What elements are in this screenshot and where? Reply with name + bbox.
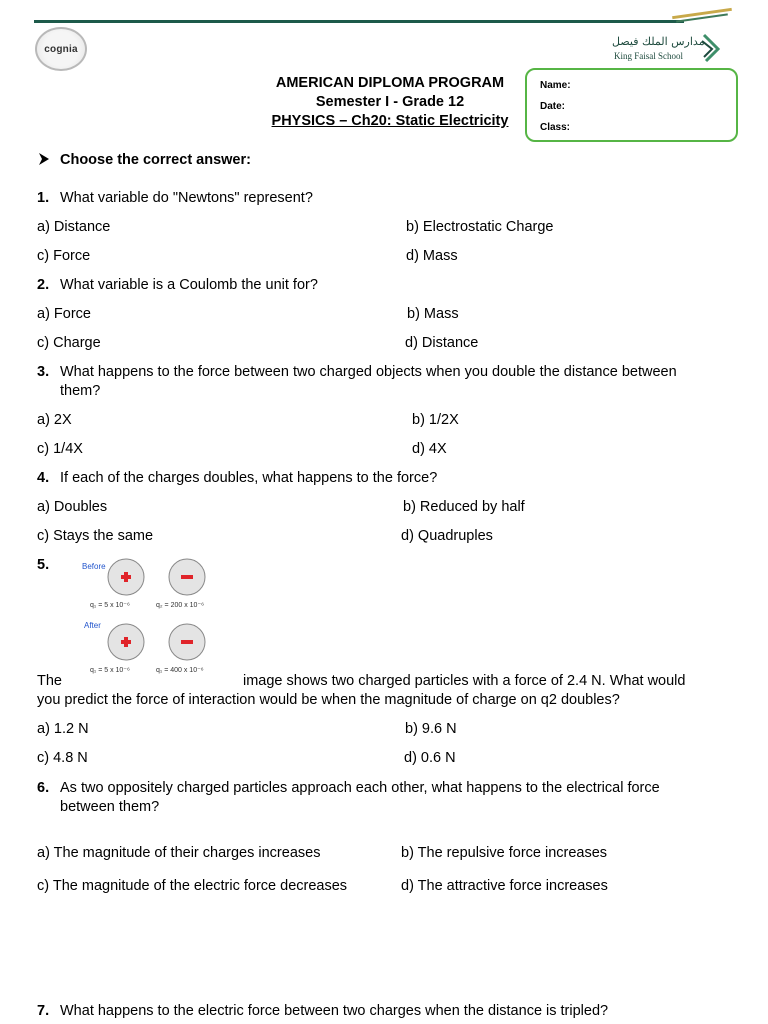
question-text-line2: them? <box>60 383 101 399</box>
option-b[interactable]: b) Electrostatic Charge <box>406 219 554 235</box>
king-faisal-school-logo <box>612 33 722 67</box>
question-number: 7. <box>37 1003 50 1019</box>
program-title: AMERICAN DIPLOMA PROGRAM <box>275 75 505 91</box>
charged-particles-figure <box>80 558 220 678</box>
question-number: 4. <box>37 470 50 486</box>
option-a[interactable]: a) The magnitude of their charges increases <box>37 845 321 861</box>
question-number: 6. <box>37 780 50 796</box>
question-text-line1: What happens to the force between two charged objects when you double the distance between <box>60 364 677 380</box>
question-lead: The <box>37 673 62 689</box>
figure-after-q1: q₁ = 5 x 10⁻⁶ <box>90 667 130 674</box>
option-c[interactable]: c) Stays the same <box>37 528 154 544</box>
option-a[interactable]: a) Force <box>37 306 91 322</box>
semester-grade: Semester I - Grade 12 <box>315 94 465 110</box>
option-b[interactable]: b) 1/2X <box>412 412 459 428</box>
instruction: Choose the correct answer: <box>60 152 251 168</box>
question-text-line1: image shows two charged particles with a force of 2.4 N. What would <box>243 673 686 689</box>
option-d[interactable]: d) 0.6 N <box>404 750 456 766</box>
arrow-bullet-icon <box>37 152 51 166</box>
option-b[interactable]: b) The repulsive force increases <box>401 845 608 861</box>
question-number: 1. <box>37 190 50 206</box>
question-number: 3. <box>37 364 50 380</box>
option-a[interactable]: a) Doubles <box>37 499 108 515</box>
option-b[interactable]: b) Reduced by half <box>403 499 525 515</box>
option-d[interactable]: d) The attractive force increases <box>401 878 608 894</box>
option-d[interactable]: d) Quadruples <box>401 528 493 544</box>
option-c[interactable]: c) 1/4X <box>37 441 83 457</box>
option-d[interactable]: d) Mass <box>406 248 458 264</box>
option-c[interactable]: c) The magnitude of the electric force decreases <box>37 878 348 894</box>
option-a[interactable]: a) 2X <box>37 412 72 428</box>
question-number: 5. <box>37 557 50 573</box>
subject-chapter: PHYSICS – Ch20: Static Electricity <box>271 113 509 129</box>
option-a[interactable]: a) Distance <box>37 219 111 235</box>
figure-after-label: After <box>84 621 101 630</box>
question-text: What variable is a Coulomb the unit for? <box>60 277 318 293</box>
option-d[interactable]: d) Distance <box>405 335 479 351</box>
school-name-english: King Faisal School <box>614 51 683 61</box>
name-label: Name: <box>540 80 571 91</box>
figure-before-q1: q₁ = 5 x 10⁻⁶ <box>90 602 130 609</box>
option-b[interactable]: b) 9.6 N <box>405 721 457 737</box>
option-c[interactable]: c) Force <box>37 248 91 264</box>
class-label: Class: <box>540 122 571 133</box>
figure-after-q2: q₁ = 400 x 10⁻⁶ <box>156 667 204 674</box>
option-c[interactable]: c) Charge <box>37 335 101 351</box>
question-number: 2. <box>37 277 50 293</box>
school-name-arabic: مدارس الملك فيصل <box>612 35 705 48</box>
date-label: Date: <box>540 101 566 112</box>
figure-before-q2: q₂ = 200 x 10⁻⁶ <box>156 602 205 609</box>
student-info-box[interactable] <box>525 68 738 142</box>
question-text: What variable do "Newtons" represent? <box>60 190 313 206</box>
figure-before-label: Before <box>82 562 106 571</box>
option-d[interactable]: d) 4X <box>412 441 447 457</box>
header-rule <box>34 20 684 23</box>
school-emblem-icon <box>700 33 722 63</box>
question-text-line1: As two oppositely charged particles approach each other, what happens to the electrical force <box>60 780 660 796</box>
cognia-logo-text: cognia <box>44 43 78 55</box>
question-text: What happens to the electric force between two charges when the distance is tripled? <box>60 1003 609 1019</box>
option-b[interactable]: b) Mass <box>407 306 459 322</box>
option-a[interactable]: a) 1.2 N <box>37 721 89 737</box>
cognia-logo <box>35 27 87 71</box>
question-text-line2: you predict the force of interaction would be when the magnitude of charge on q2 doubles? <box>37 692 620 708</box>
option-c[interactable]: c) 4.8 N <box>37 750 88 766</box>
question-text: If each of the charges doubles, what happens to the force? <box>60 470 438 486</box>
question-text-line2: between them? <box>60 799 160 815</box>
